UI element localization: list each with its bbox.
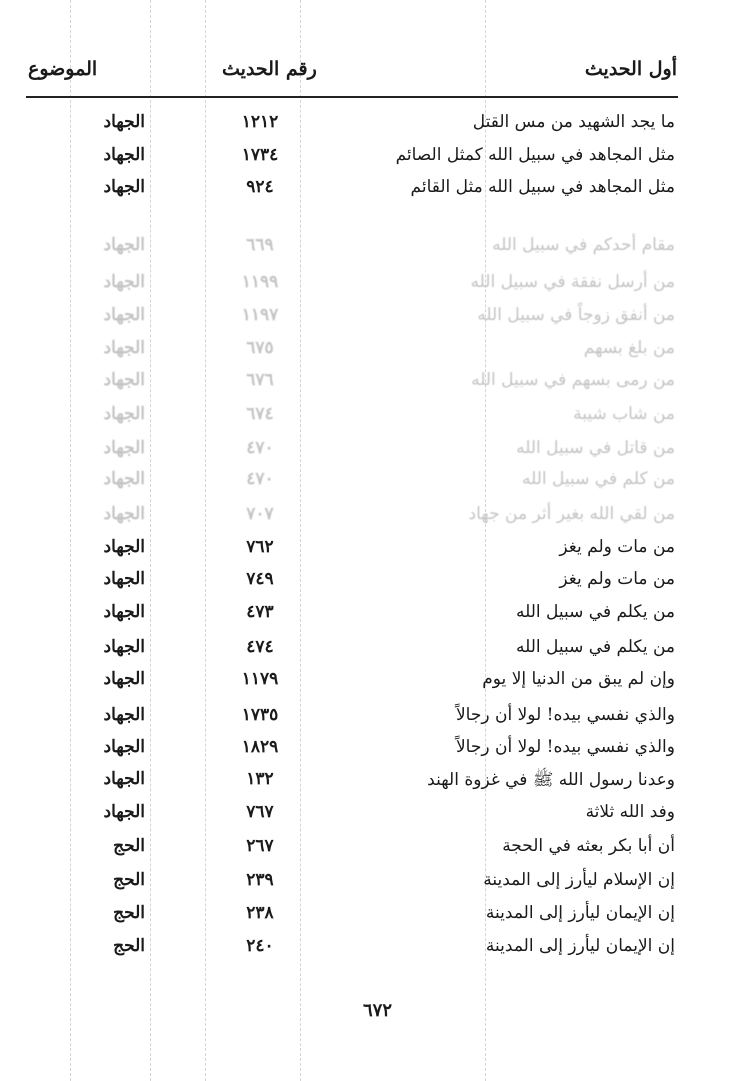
hadith-topic: الجهاد bbox=[103, 338, 145, 358]
hadith-opening: من مات ولم يغز bbox=[559, 569, 675, 589]
table-row bbox=[0, 798, 755, 828]
table-row bbox=[0, 301, 755, 331]
hadith-number: ١٧٣٤ bbox=[241, 145, 279, 165]
hadith-number: ٧٦٧ bbox=[246, 802, 274, 822]
hadith-opening: إن الإسلام ليأرز إلى المدينة bbox=[483, 870, 675, 890]
hadith-opening: والذي نفسي بيده! لولا أن رجالاً bbox=[455, 705, 675, 725]
hadith-topic: الجهاد bbox=[103, 737, 145, 757]
hadith-opening: من كلم في سبيل الله bbox=[521, 469, 675, 489]
hadith-topic: الجهاد bbox=[103, 145, 145, 165]
hadith-topic: الجهاد bbox=[103, 569, 145, 589]
hadith-number: ٢٦٧ bbox=[246, 836, 274, 856]
hadith-topic: الحج bbox=[113, 870, 145, 890]
hadith-number: ١٧٣٥ bbox=[241, 705, 279, 725]
hadith-number: ١٢١٢ bbox=[241, 112, 279, 132]
table-row bbox=[0, 832, 755, 862]
table-row bbox=[0, 108, 755, 138]
hadith-topic: الجهاد bbox=[103, 802, 145, 822]
hadith-number: ٦٧٤ bbox=[246, 404, 274, 424]
hadith-number: ١١٧٩ bbox=[241, 669, 279, 689]
hadith-topic: الجهاد bbox=[103, 370, 145, 390]
hadith-opening: من بلغ بسهم bbox=[583, 338, 675, 358]
hadith-topic: الجهاد bbox=[103, 438, 145, 458]
hadith-opening: من مات ولم يغز bbox=[559, 537, 675, 557]
hadith-number: ٦٧٦ bbox=[246, 370, 274, 390]
table-row bbox=[0, 701, 755, 731]
hadith-topic: الحج bbox=[113, 936, 145, 956]
header-rule bbox=[26, 96, 678, 98]
hadith-number: ١١٩٧ bbox=[241, 305, 279, 325]
table-row bbox=[0, 533, 755, 563]
hadith-topic: الجهاد bbox=[103, 272, 145, 292]
header-first-words: أول الحديث bbox=[584, 58, 677, 80]
table-row bbox=[0, 434, 755, 464]
hadith-opening: مقام أحدكم في سبيل الله bbox=[492, 235, 675, 255]
hadith-number: ٤٧٠ bbox=[246, 469, 274, 489]
hadith-topic: الجهاد bbox=[103, 469, 145, 489]
hadith-opening: من لقي الله بغير أثر من جهاد bbox=[468, 504, 675, 524]
hadith-opening: من أنفق زوجاً في سبيل الله bbox=[477, 305, 675, 325]
hadith-topic: الجهاد bbox=[103, 112, 145, 132]
hadith-opening: وعدنا رسول الله ﷺ في غزوة الهند bbox=[427, 770, 675, 790]
table-row bbox=[0, 733, 755, 763]
table-row bbox=[0, 665, 755, 695]
hadith-topic: الجهاد bbox=[103, 705, 145, 725]
table-row bbox=[0, 465, 755, 495]
table-row bbox=[0, 866, 755, 896]
page-number: ٦٧٢ bbox=[362, 1000, 392, 1021]
hadith-topic: الجهاد bbox=[103, 537, 145, 557]
hadith-opening: من يكلم في سبيل الله bbox=[515, 637, 675, 657]
hadith-number: ٤٧٠ bbox=[246, 438, 274, 458]
table-row bbox=[0, 173, 755, 203]
header-hadith-number: رقم الحديث bbox=[222, 58, 317, 80]
hadith-topic: الجهاد bbox=[103, 769, 145, 789]
table-row bbox=[0, 932, 755, 962]
hadith-number: ٧٠٧ bbox=[246, 504, 274, 524]
hadith-topic: الجهاد bbox=[103, 669, 145, 689]
table-row bbox=[0, 141, 755, 171]
hadith-topic: الجهاد bbox=[103, 637, 145, 657]
hadith-number: ١١٩٩ bbox=[241, 272, 279, 292]
hadith-topic: الجهاد bbox=[103, 404, 145, 424]
hadith-number: ٧٤٩ bbox=[246, 569, 274, 589]
table-row bbox=[0, 334, 755, 364]
hadith-topic: الجهاد bbox=[103, 504, 145, 524]
hadith-topic: الجهاد bbox=[103, 177, 145, 197]
hadith-opening: وفد الله ثلاثة bbox=[585, 802, 675, 822]
header-topic: الموضوع bbox=[28, 58, 98, 80]
hadith-opening: مثل المجاهد في سبيل الله كمثل الصائم bbox=[395, 145, 675, 165]
hadith-opening: والذي نفسي بيده! لولا أن رجالاً bbox=[455, 737, 675, 757]
hadith-topic: الحج bbox=[113, 903, 145, 923]
hadith-topic: الحج bbox=[113, 836, 145, 856]
table-row bbox=[0, 565, 755, 595]
hadith-number: ٩٢٤ bbox=[246, 177, 274, 197]
table-row bbox=[0, 765, 755, 795]
hadith-opening: من يكلم في سبيل الله bbox=[515, 602, 675, 622]
table-row bbox=[0, 899, 755, 929]
table-row bbox=[0, 231, 755, 261]
hadith-opening: من شاب شيبة bbox=[573, 404, 675, 424]
hadith-number: ٦٧٥ bbox=[246, 338, 274, 358]
hadith-topic: الجهاد bbox=[103, 235, 145, 255]
hadith-number: ٢٣٩ bbox=[246, 870, 274, 890]
hadith-number: ٧٦٢ bbox=[246, 537, 274, 557]
hadith-opening: ما يجد الشهيد من مس القتل bbox=[472, 112, 675, 132]
hadith-opening: من رمى بسهم في سبيل الله bbox=[471, 370, 675, 390]
table-row bbox=[0, 598, 755, 628]
hadith-opening: إن الإيمان ليأرز إلى المدينة bbox=[485, 903, 675, 923]
hadith-number: ١٨٢٩ bbox=[241, 737, 279, 757]
hadith-number: ٢٤٠ bbox=[246, 936, 274, 956]
hadith-opening: أن أبا بكر بعثه في الحجة bbox=[502, 836, 675, 856]
hadith-number: ٢٣٨ bbox=[246, 903, 274, 923]
hadith-opening: من قاتل في سبيل الله bbox=[516, 438, 675, 458]
hadith-opening: وإن لم يبق من الدنيا إلا يوم bbox=[482, 669, 675, 689]
hadith-number: ٤٧٤ bbox=[246, 637, 274, 657]
hadith-topic: الجهاد bbox=[103, 602, 145, 622]
table-row bbox=[0, 500, 755, 530]
hadith-number: ٦٦٩ bbox=[246, 235, 274, 255]
hadith-opening: من أرسل نفقة في سبيل الله bbox=[470, 272, 675, 292]
hadith-number: ١٣٢ bbox=[246, 769, 274, 789]
table-row bbox=[0, 366, 755, 396]
table-row bbox=[0, 633, 755, 663]
hadith-opening: إن الإيمان ليأرز إلى المدينة bbox=[485, 936, 675, 956]
table-row bbox=[0, 268, 755, 298]
table-row bbox=[0, 400, 755, 430]
hadith-opening: مثل المجاهد في سبيل الله مثل القائم bbox=[410, 177, 675, 197]
hadith-number: ٤٧٣ bbox=[246, 602, 274, 622]
hadith-topic: الجهاد bbox=[103, 305, 145, 325]
